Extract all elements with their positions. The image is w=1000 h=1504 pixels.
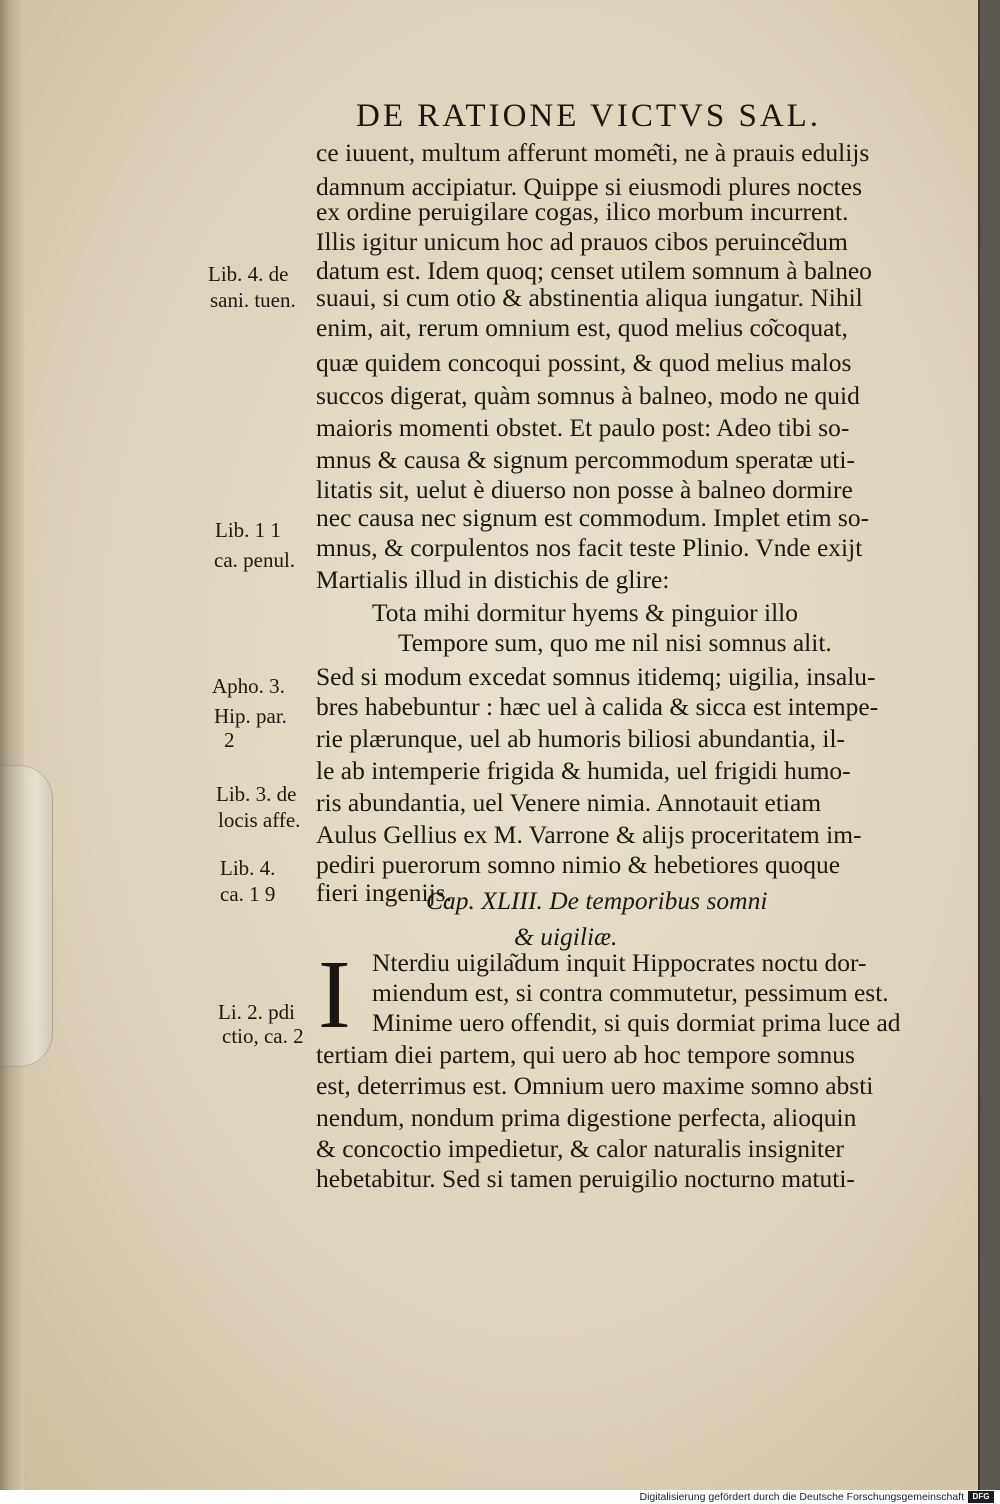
margin-note: ca. 1 9 [220, 882, 276, 906]
text-line: damnum accipiatur. Quippe si eiusmodi plures noctes [316, 172, 863, 201]
text-line: suaui, si cum otio & abstinentia aliqua iungatur. Nihil [316, 283, 863, 312]
text-line: mnus & causa & signum percommodum speratæ uti- [316, 445, 855, 474]
text-line: & concoctio impedietur, & calor naturalis insigniter [316, 1134, 844, 1163]
margin-note: Apho. 3. [212, 674, 285, 698]
text-line: fieri ingenijs. [316, 878, 452, 907]
text-line: bres habebuntur : hæc uel à calida & sicca est intempe- [316, 692, 879, 721]
verse-line: Tempore sum, quo me nil nisi somnus alit. [398, 628, 832, 657]
text-line: Aulus Gellius ex M. Varrone & alijs proceritatem im- [316, 820, 862, 849]
text-line: ex ordine peruigilare cogas, ilico morbum incurrent. [316, 197, 849, 226]
margin-note: Hip. par. [214, 704, 287, 728]
drop-cap: I [318, 941, 351, 1049]
margin-note: 2 [224, 728, 235, 752]
margin-note: Lib. 4. [220, 856, 276, 880]
text-line: nendum, nondum prima digestione perfecta, alioquin [316, 1103, 857, 1132]
text-line: mnus, & corpulentos nos facit teste Plinio. Vnde exijt [316, 533, 863, 562]
verse-line: Tota mihi dormitur hyems & pinguior illo [372, 598, 799, 627]
text-line: tertiam diei partem, qui uero ab hoc tempore somnus [316, 1040, 855, 1069]
text-line: est, deterrimus est. Omnium uero maxime somno absti [316, 1071, 874, 1100]
chapter-heading: Cap. XLIII. De temporibus somni [426, 886, 768, 915]
footer-credit: Digitalisierung gefördert durch die Deutsche Forschungsgemeinschaft [639, 1491, 964, 1503]
text-line: Illis igitur unicum hoc ad prauos cibos peruince͂dum [316, 227, 848, 256]
text-line: Martialis illud in distichis de glire: [316, 565, 670, 594]
margin-note: Lib. 3. de [216, 782, 297, 806]
text-line: litatis sit, uelut è diuerso non posse à balneo dormire [316, 475, 853, 504]
text-line: pediri puerorum somno nimio & hebetiores quoque [316, 850, 841, 879]
chapter-heading-2: & uigiliæ. [514, 922, 618, 951]
text-line: ce iuuent, multum afferunt mome͂ti, ne à prauis edulijs [316, 138, 870, 167]
text-line: succos digerat, quàm somnus à balneo, modo ne quid [316, 381, 860, 410]
text-line: hebetabitur. Sed si tamen peruigilio nocturno matuti- [316, 1164, 855, 1193]
margin-note: ca. penul. [214, 548, 296, 572]
text-line: nec causa nec signum est commodum. Implet etim so- [316, 503, 870, 532]
text-line: datum est. Idem quoq; censet utilem somnum à balneo [316, 256, 872, 285]
margin-note: ctio, ca. 2 [222, 1024, 304, 1048]
text-line: Sed si modum excedat somnus itidemq; uigilia, insalu- [316, 662, 876, 691]
text-line: miendum est, si contra commutetur, pessimum est. [372, 978, 889, 1007]
footer-bar [0, 1490, 1000, 1504]
text-line: rie plærunque, uel ab humoris biliosi abundantia, il- [316, 724, 846, 753]
text-line: Minime uero offendit, si quis dormiat prima luce ad [372, 1008, 901, 1037]
dfg-logo: DFG [968, 1491, 994, 1503]
margin-note: Lib. 1 1 [215, 518, 281, 542]
text-line: ris abundantia, uel Venere nimia. Annotauit etiam [316, 788, 822, 817]
margin-note: locis affe. [218, 808, 301, 832]
clasp-shadow [0, 765, 53, 1067]
text-line: Nterdiu uigila͂dum inquit Hippocrates noctu dor- [372, 948, 867, 977]
margin-note: sani. tuen. [210, 288, 296, 312]
text-line: enim, ait, rerum omnium est, quod melius co͂coquat, [316, 313, 848, 342]
margin-note: Li. 2. pdi [218, 1000, 295, 1024]
text-line: quæ quidem concoqui possint, & quod melius malos [316, 348, 852, 377]
running-head: DE RATIONE VICTVS SAL. [356, 98, 822, 134]
margin-note: Lib. 4. de [208, 262, 289, 286]
text-line: maioris momenti obstet. Et paulo post: Adeo tibi so- [316, 413, 850, 442]
page-gutter [0, 0, 24, 1490]
text-line: le ab intemperie frigida & humida, uel frigidi humo- [316, 756, 851, 785]
